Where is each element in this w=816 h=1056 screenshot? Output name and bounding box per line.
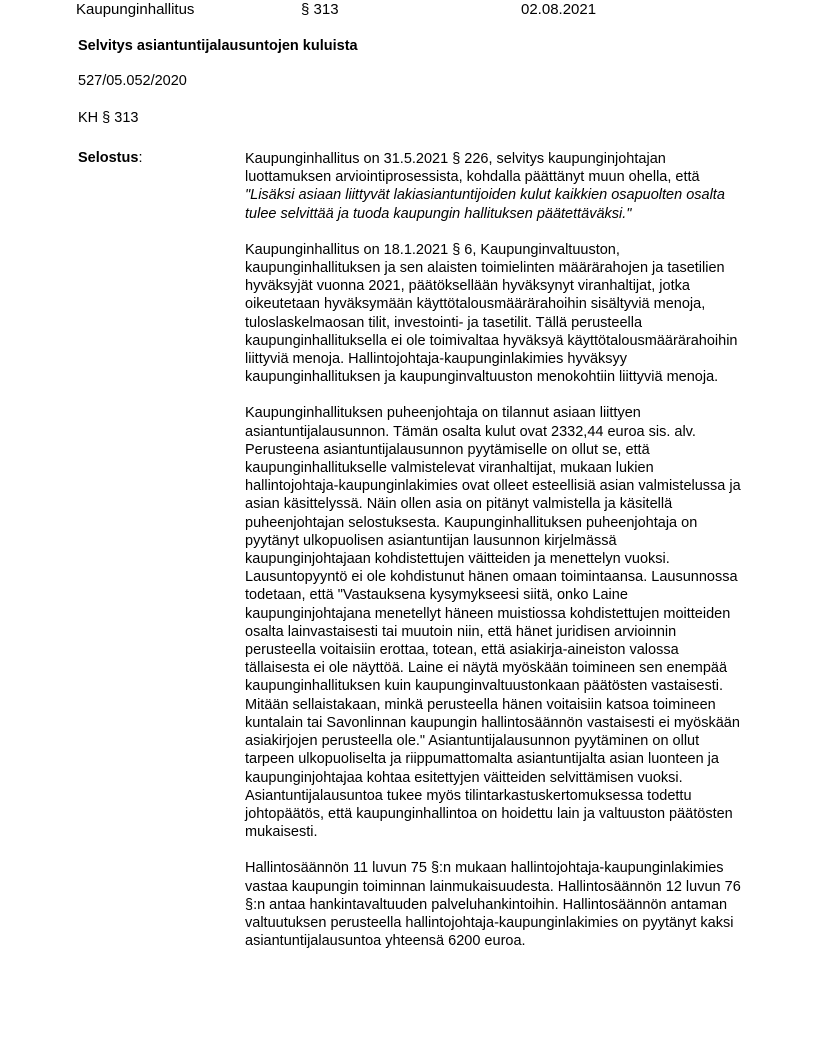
paragraph-2: Kaupunginhallitus on 18.1.2021 § 6, Kaupunginvaltuuston, kaupunginhallituksen ja sen alaisten toimielinten määrärahojen ja tasetilien hyväksyjät vuonna 2021, päätöksellään hyväksynyt viranhaltijat, jotka oikeutetaan hyväksymään käyttötalousmäärärahoihin sisältyviä menoja, tuloslaskelmaosan tilit, investointi- ja tasetilit. Tällä perusteella kaupunginhallituksella ei ole toimivaltaa hyväksyä käyttötalousmäärärahoihin liittyviä menoja. Hallintojohtaja-kaupunginlakimies hyväksyy kaupunginhallituksen ja kaupunginvaltuuston menokohtiin liittyviä menoja. — [245, 241, 738, 386]
section-reference: KH § 313 — [78, 110, 139, 126]
header-date: 02.08.2021 — [521, 1, 597, 18]
paragraph-1-text: Kaupunginhallitus on 31.5.2021 § 226, selvitys kaupunginjohtajan luottamuksen arviointiprosessista, kohdalla päättänyt muun ohella, että — [245, 151, 700, 186]
selostus-body — [245, 150, 745, 968]
selostus-label-text: Selostus — [78, 150, 139, 166]
paragraph-3: Kaupunginhallituksen puheenjohtaja on tilannut asiaan liittyen asiantuntijalausunnon. Tämän osalta kulut ovat 2332,44 euroa sis. alv. Perusteena asiantuntijalausunnon pyytämiselle on ollut se, että kaupunginhallitukselle valmistelevat viranhaltijat, mukaan lukien hallintojohtaja-kaupunginlakimies ovat olleet esteellisiä asian valmistelussa ja asian käsittelyssä. Näin ollen asia on pitänyt valmistella ja käsitellä puheenjohtajan selostuksesta. Kaupunginhallituksen puheenjohtaja on pyytänyt ulkopuolisen asiantuntijan lausunnon kirjelmässä kaupunginjohtajaan kohdistettujen väitteiden ja menettelyn vuoksi. Lausuntopyyntö ei ole kohdistunut hänen omaan toimintaansa. Lausunnossa todetaan, että "Vastauksena kysymykseesi siitä, onko Laine kaupunginjohtajana menetellyt häneen muistiossa kohdistettujen moitteiden osalta lainvastaisesti tai muutoin niin, että hänet juridisen arvioinnin perusteella voitaisiin erottaa, totean, että asiakirja-aineiston valossa tällaisesta ei ole näyttöä. Laine ei näytä myöskään toimineen sen enempää kaupunginhallituksen kuin kaupunginvaltuustonkaan päätösten vastaisesti. Mitään sellaistakaan, minkä perusteella hänen voitaisiin katsoa toimineen kuntalain tai Savonlinnan kaupungin hallintosäännön vastaisesti ei myöskään asiakirjojen perusteella ole." Asiantuntijalausunnon pyytäminen on ollut tarpeen ulkopuoliselta ja riippumattomalta asiantuntijalta asian luonteen ja kaupunginjohtajaa kohtaa esitettyjen väitteiden selvittämisen vuoksi. Asiantuntijalausuntoa tukee myös tilintarkastuskertomuksessa todettu johtopäätös, että kaupunginhallintoa on hoidettu lain ja valtuuston päätösten mukaisesti. — [245, 405, 741, 841]
diary-number: 527/05.052/2020 — [78, 73, 187, 89]
selostus-label — [78, 150, 142, 166]
header-section: § 313 — [301, 1, 339, 18]
selostus-label-colon: : — [138, 150, 143, 166]
header-organ: Kaupunginhallitus — [76, 1, 195, 18]
document-title: Selvitys asiantuntijalausuntojen kuluista — [78, 38, 358, 54]
paragraph-1-quote: "Lisäksi asiaan liittyvät lakiasiantuntijoiden kulut kaikkien osapuolten osalta tulee selvittää ja tuoda kaupungin hallituksen päätettäväksi." — [245, 187, 725, 222]
paragraph-1 — [245, 150, 745, 223]
paragraph-4: Hallintosäännön 11 luvun 75 §:n mukaan hallintojohtaja-kaupunginlakimies vastaa kaupungin toiminnan lainmukaisuudesta. Hallintosäännön 12 luvun 76 §:n antaa hankintavaltuuden palveluhankintoihin. Hallintosäännön antaman valtuutuksen perusteella hallintojohtaja-kaupunginlakimies on pyytänyt kaksi asiantuntijalausuntoa yhteensä 6200 euroa. — [245, 860, 741, 950]
